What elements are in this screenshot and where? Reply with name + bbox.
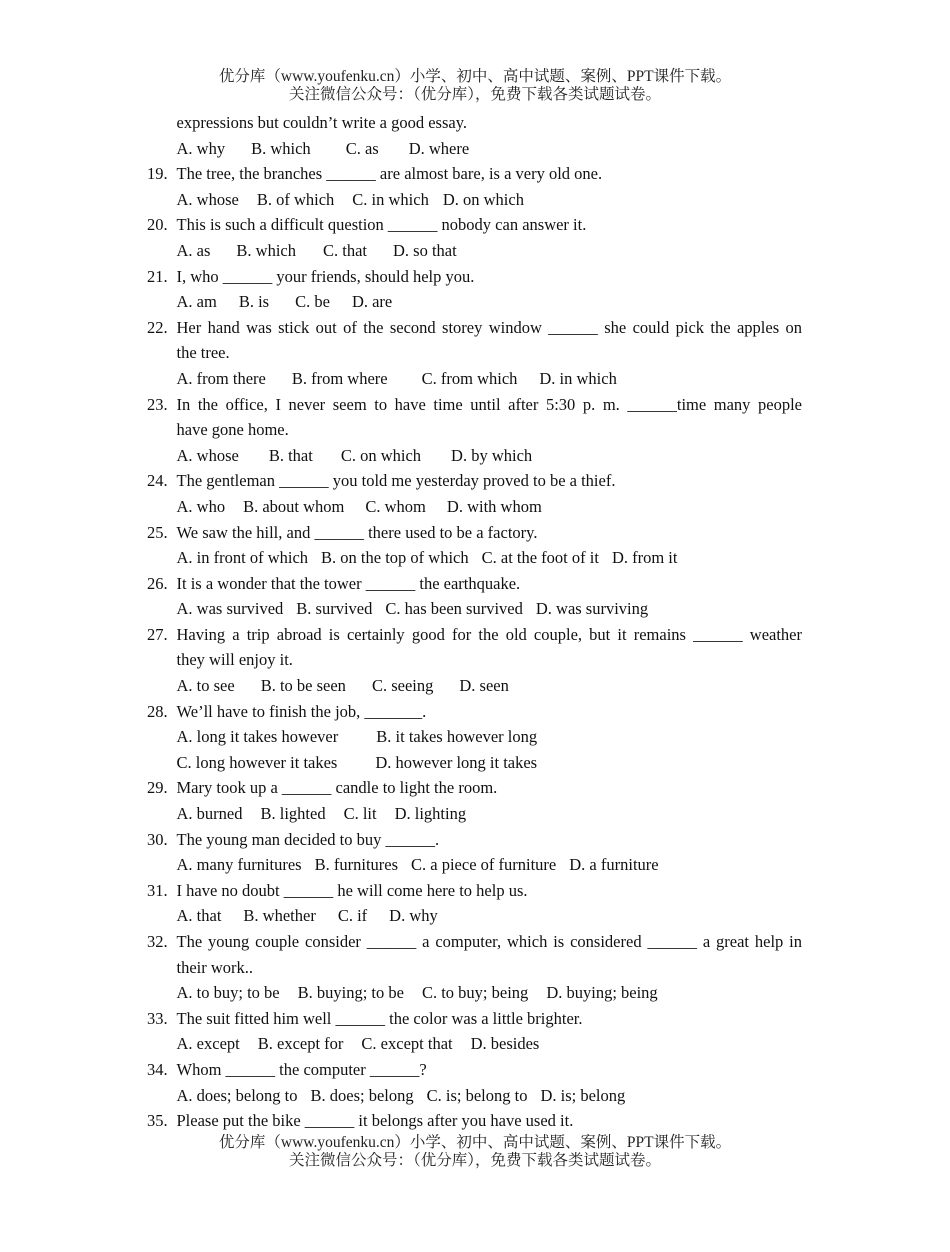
option-d: D. seen — [459, 676, 509, 696]
question-item — [147, 392, 802, 469]
question-item — [147, 520, 802, 571]
option-d: D. by which — [451, 445, 533, 465]
options — [177, 187, 803, 213]
question-number: 34. — [147, 1059, 168, 1079]
options — [177, 136, 803, 162]
options-row — [147, 494, 802, 520]
question-item — [147, 1006, 802, 1057]
options — [177, 801, 803, 827]
option-b: B. furnitures — [314, 855, 399, 875]
option-d: D. why — [389, 906, 438, 926]
option-a: A. to buy; to be — [176, 983, 280, 1003]
question-line — [147, 571, 802, 597]
options — [177, 443, 803, 469]
options-row — [147, 980, 802, 1006]
options — [177, 596, 803, 622]
question-line — [147, 264, 802, 290]
question-line — [147, 955, 802, 981]
option-a: A. was survived — [176, 599, 284, 619]
option-d: D. so that — [393, 240, 457, 260]
question-text-line: The tree, the branches ______ are almost bare, is a very old one. — [176, 164, 603, 184]
question-text-line: Mary took up a ______ candle to light the room. — [176, 778, 498, 798]
question-item — [147, 827, 802, 878]
option-b: B. buying; to be — [297, 983, 404, 1003]
options-row — [147, 1031, 802, 1057]
question-line — [147, 1108, 802, 1134]
question-number: 27. — [147, 624, 168, 644]
question-text-line: The gentleman ______ you told me yesterday proved to be a thief. — [176, 471, 616, 491]
option-d: D. with whom — [446, 496, 542, 516]
question-text-line: their work.. — [176, 957, 254, 977]
option-c: C. from which — [421, 368, 518, 388]
option-c: C. except that — [361, 1034, 453, 1054]
question-text-line: Having a trip abroad is certainly good for the old couple, but it remains ______ weather — [176, 624, 802, 644]
question-number: 25. — [147, 522, 168, 542]
question-item — [147, 212, 802, 263]
question-number: 20. — [147, 215, 168, 235]
option-d: D. lighting — [394, 804, 467, 824]
option-a: A. who — [176, 496, 226, 516]
option-b: B. except for — [257, 1034, 344, 1054]
options — [177, 750, 803, 776]
options — [177, 724, 803, 750]
options-row — [147, 187, 802, 213]
question-text-line: Please put the bike ______ it belongs after you have used it. — [176, 1111, 574, 1131]
option-b: B. which — [251, 138, 311, 158]
page-header — [0, 68, 950, 104]
question-item — [147, 161, 802, 212]
option-a: A. whose — [176, 445, 239, 465]
question-number: 24. — [147, 471, 168, 491]
options — [177, 289, 803, 315]
options-row — [147, 852, 802, 878]
question-line — [147, 315, 802, 341]
question-text-line: they will enjoy it. — [176, 650, 293, 670]
option-c: C. as — [345, 138, 379, 158]
option-b: B. is — [238, 292, 270, 312]
question-number: 26. — [147, 573, 168, 593]
footer-line-1: 优分库（www.youfenku.cn）小学、初中、高中试题、案例、PPT课件下载。 — [218, 1134, 732, 1151]
options-row — [147, 750, 802, 776]
question-text-line: I have no doubt ______ he will come here to help us. — [176, 880, 528, 900]
option-a: A. in front of which — [176, 548, 309, 568]
question-number: 22. — [147, 317, 168, 337]
options — [177, 494, 803, 520]
option-d: D. a furniture — [569, 855, 659, 875]
question-number: 32. — [147, 932, 168, 951]
question-line — [147, 699, 802, 725]
option-c: C. on which — [340, 445, 422, 465]
option-a: A. except — [176, 1034, 240, 1054]
options-row — [147, 1083, 802, 1109]
option-d: D. however long it takes — [375, 752, 538, 772]
question-line — [147, 929, 802, 955]
option-b: B. from where — [291, 368, 388, 388]
question-text-line: I, who ______ your friends, should help you. — [176, 266, 475, 286]
options-row — [147, 443, 802, 469]
question-text-line: The young couple consider ______ a computer, which is considered ______ a great help in — [176, 932, 802, 951]
option-d: D. buying; being — [546, 983, 658, 1003]
question-item — [147, 1108, 802, 1134]
option-b: B. whether — [243, 906, 316, 926]
question-line — [147, 827, 802, 853]
option-b: B. which — [236, 240, 297, 260]
option-c: C. seeing — [371, 676, 434, 696]
question-text-line: We’ll have to finish the job, _______. — [176, 701, 427, 721]
question-item — [147, 878, 802, 929]
question-text-line: The suit fitted him well ______ the color was a little brighter. — [176, 1008, 583, 1028]
option-a: A. as — [176, 240, 211, 260]
option-c: C. a piece of furniture — [411, 855, 557, 875]
option-d: D. where — [408, 138, 470, 158]
question-number: 29. — [147, 778, 168, 798]
option-d: D. in which — [539, 368, 617, 388]
question-line — [147, 647, 802, 673]
options-row — [147, 289, 802, 315]
option-a: A. many furnitures — [176, 855, 302, 875]
question-number: 35. — [147, 1111, 168, 1131]
option-c: C. that — [323, 240, 368, 260]
option-a: A. whose — [176, 189, 239, 209]
question-item — [147, 622, 802, 699]
option-d: D. from it — [611, 548, 678, 568]
option-b: B. on the top of which — [321, 548, 469, 568]
option-d: D. besides — [470, 1034, 540, 1054]
option-b: B. of which — [256, 189, 335, 209]
option-a: A. why — [176, 138, 226, 158]
option-a: A. that — [176, 906, 222, 926]
options — [177, 1083, 803, 1109]
question-line — [147, 417, 802, 443]
question-line — [147, 1057, 802, 1083]
options — [177, 1031, 803, 1057]
question-line — [147, 520, 802, 546]
question-text-line: expressions but couldn’t write a good essay. — [176, 113, 468, 132]
question-item — [147, 1057, 802, 1108]
question-text-line: the tree. — [176, 343, 230, 363]
option-d: D. was surviving — [535, 599, 649, 619]
question-line — [147, 340, 802, 366]
question-number: 30. — [147, 829, 168, 849]
page-footer — [0, 1134, 950, 1170]
option-c: C. if — [337, 906, 368, 926]
footer-line-2: 关注微信公众号：（优分库），免费下载各类试题试卷。 — [288, 1152, 661, 1169]
question-item — [147, 571, 802, 622]
options-row — [147, 545, 802, 571]
question-text-line: have gone home. — [176, 420, 289, 440]
question-text-line: In the office, I never seem to have time until after 5:30 p. m. ______time many people — [176, 394, 802, 414]
option-a: A. to see — [176, 676, 235, 696]
options — [177, 903, 803, 929]
option-c: C. has been survived — [385, 599, 523, 619]
question-number: 23. — [147, 394, 168, 414]
question-line — [147, 878, 802, 904]
question-item — [147, 929, 802, 1006]
option-c: C. in which — [352, 189, 429, 209]
question-item — [147, 264, 802, 315]
option-c: C. long however it takes — [176, 752, 338, 772]
question-item — [147, 315, 802, 392]
option-d: D. are — [351, 292, 393, 312]
option-a: A. from there — [176, 368, 266, 388]
option-c: C. to buy; being — [421, 983, 529, 1003]
option-b: B. that — [268, 445, 313, 465]
option-d: D. on which — [442, 189, 524, 209]
option-c: C. whom — [365, 496, 426, 516]
question-number: 19. — [147, 164, 168, 184]
option-b: B. it takes however long — [376, 727, 538, 747]
question-line — [147, 161, 802, 187]
option-b: B. does; belong — [310, 1085, 414, 1105]
options — [177, 238, 803, 264]
question-list — [147, 110, 802, 1134]
question-text-line: Her hand was stick out of the second storey window ______ she could pick the apples on — [176, 317, 802, 337]
option-c: C. at the foot of it — [481, 548, 599, 568]
question-line — [147, 212, 802, 238]
question-item — [147, 468, 802, 519]
option-b: B. to be seen — [260, 676, 346, 696]
question-number: 28. — [147, 701, 168, 721]
question-text-line: This is such a difficult question ______ nobody can answer it. — [176, 215, 587, 235]
header-line-1: 优分库（www.youfenku.cn）小学、初中、高中试题、案例、PPT课件下载。 — [218, 68, 732, 85]
option-b: B. survived — [296, 599, 373, 619]
options-row — [147, 903, 802, 929]
question-line — [147, 392, 802, 418]
options-row — [147, 238, 802, 264]
option-c: C. is; belong to — [426, 1085, 528, 1105]
question-text-line: It is a wonder that the tower ______ the earthquake. — [176, 573, 521, 593]
options-row — [147, 596, 802, 622]
options-row — [147, 673, 802, 699]
options — [177, 852, 803, 878]
question-line — [147, 775, 802, 801]
option-d: D. is; belong — [540, 1085, 626, 1105]
question-number: 31. — [147, 880, 168, 900]
question-line — [147, 1006, 802, 1032]
options — [177, 545, 803, 571]
options — [177, 366, 803, 392]
options — [177, 980, 803, 1006]
question-text-line: The young man decided to buy ______. — [176, 829, 440, 849]
options-row — [147, 801, 802, 827]
options — [177, 673, 803, 699]
question-text-line: Whom ______ the computer ______? — [176, 1059, 427, 1079]
option-b: B. lighted — [260, 804, 326, 824]
question-line — [147, 468, 802, 494]
question-line — [147, 622, 802, 648]
question-continuation — [147, 110, 802, 136]
options-row — [147, 136, 802, 162]
header-line-2: 关注微信公众号：（优分库），免费下载各类试题试卷。 — [288, 86, 661, 103]
option-a: A. does; belong to — [176, 1085, 298, 1105]
options-row — [147, 366, 802, 392]
option-c: C. lit — [343, 804, 377, 824]
question-item — [147, 775, 802, 826]
option-c: C. be — [295, 292, 330, 312]
question-text-line: We saw the hill, and ______ there used to be a factory. — [176, 522, 538, 542]
option-a: A. long it takes however — [176, 727, 339, 747]
question-number: 21. — [147, 266, 168, 286]
options-row — [147, 724, 802, 750]
option-a: A. burned — [176, 804, 243, 824]
option-b: B. about whom — [243, 496, 345, 516]
question-item — [147, 699, 802, 776]
option-a: A. am — [176, 292, 217, 312]
question-number: 33. — [147, 1008, 168, 1028]
